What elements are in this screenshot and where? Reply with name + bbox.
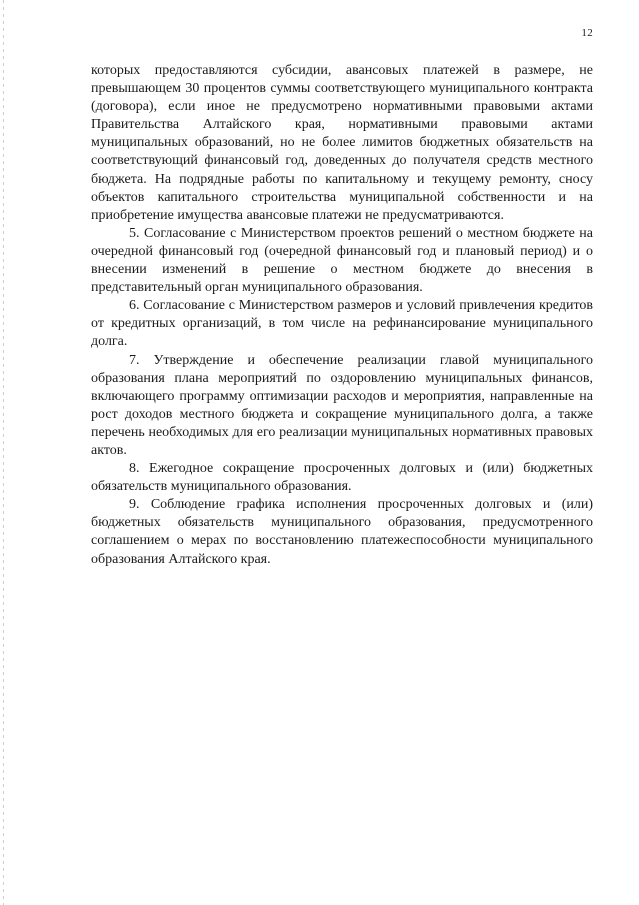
paragraph-item-6: 6. Согласование с Министерством размеров и условий привлечения кредитов от кредитных организаций, в том числе на рефинансирование муниципального долга.: [91, 298, 593, 350]
paragraph-continuation: которых предоставляются субсидии, авансовых платежей в размере, не превышающем 30 процентов суммы соответствующего муниципального контракта (договора), если иное не предусмотрено нормативными правовыми актами Правительства Алтайского края, нормативными правовыми актами муниципальных образований, но не более лимитов бюджетных обязательств на соответствующий финансовый год, доведенных до получателя средств местного бюджета. На подрядные работы по капитальному и текущему ремонту, сносу объектов капитального строительства муниципальной собственности и на приобретение имущества авансовые платежи не предусматриваются.: [91, 63, 593, 223]
page-number: 12: [581, 27, 593, 39]
paragraph-item-9: 9. Соблюдение графика исполнения просроченных долговых и (или) бюджетных обязательств муниципального образования, предусмотренного соглашением о мерах по восстановлению платежеспособности муниципального образования Алтайского края.: [91, 497, 593, 567]
paragraph-item-8: 8. Ежегодное сокращение просроченных долговых и (или) бюджетных обязательств муниципального образования.: [91, 461, 593, 495]
paragraph-item-5: 5. Согласование с Министерством проектов решений о местном бюджете на очередной финансовый год (очередной финансовый год и плановый период) и о внесении изменений в решение о местном бюджете до внесения в представительный орган муниципального образования.: [91, 225, 593, 296]
document-body: [91, 62, 593, 569]
scan-edge: [3, 0, 4, 905]
paragraph-item-7: 7. Утверждение и обеспечение реализации главой муниципального образования плана мероприятий по оздоровлению муниципальных финансов, включающего программу оптимизации расходов и мероприятия, направленные на рост доходов местного бюджета и сокращение муниципального долга, а также перечень необходимых для его реализации муниципальных нормативных правовых актов.: [91, 352, 593, 458]
